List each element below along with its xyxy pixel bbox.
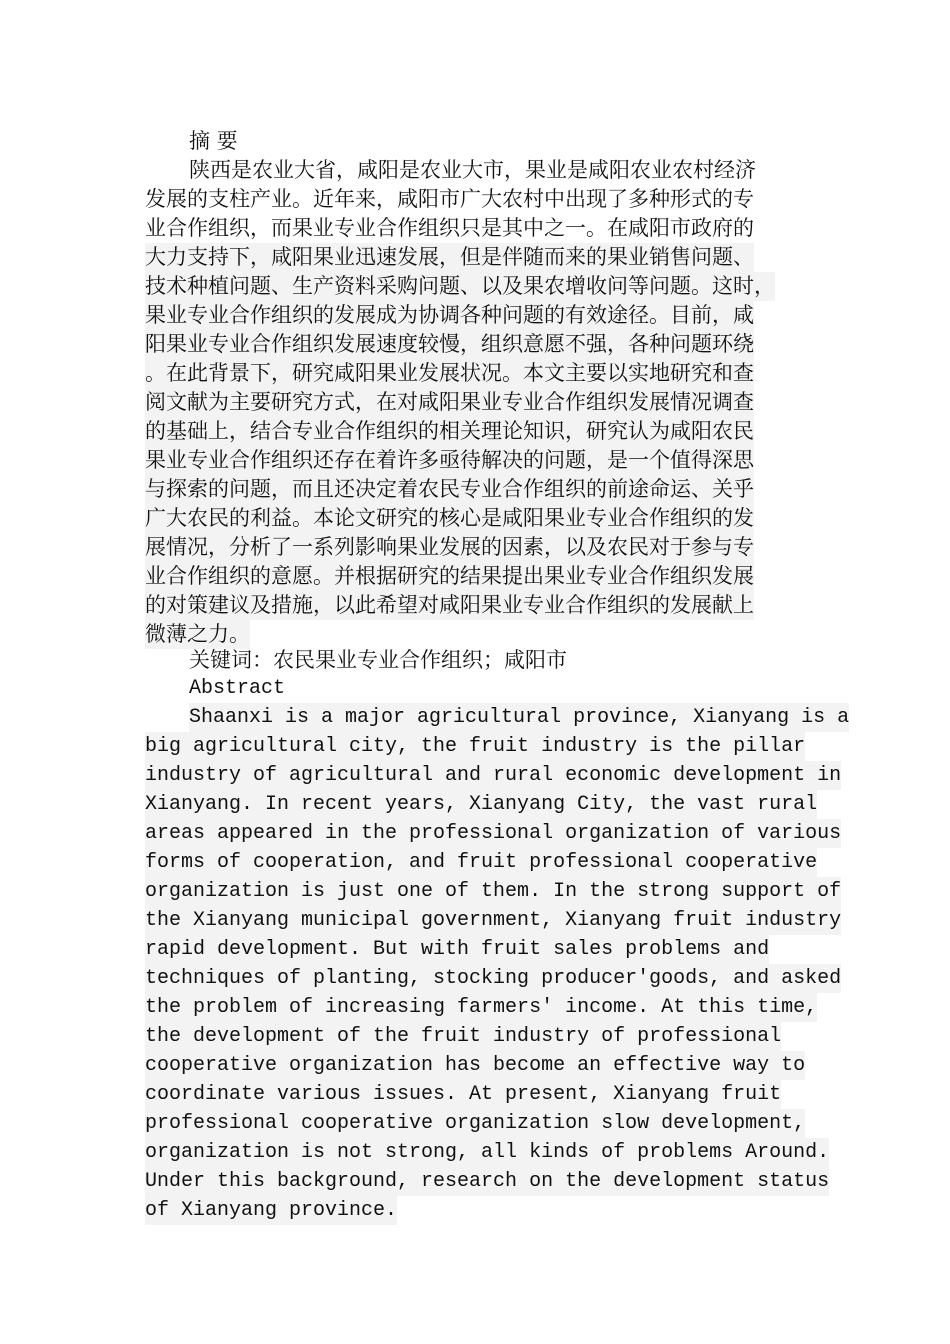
- abstract-en-line: professional cooperative organization slow development,: [145, 1109, 805, 1138]
- abstract-cn-line: 与探索的问题，而且还决定着农民专业合作组织的前途命运、关乎: [145, 475, 754, 504]
- abstract-cn-heading: 摘 要: [189, 129, 238, 153]
- abstract-en-line: industry of agricultural and rural economic development in: [145, 761, 841, 790]
- abstract-cn-line: 业合作组织的意愿。并根据研究的结果提出果业专业合作组织发展: [145, 562, 754, 591]
- abstract-en-line: the Xianyang municipal government, Xianyang fruit industry: [145, 906, 841, 935]
- abstract-cn-line: 阳果业专业合作组织发展速度较慢，组织意愿不强，各种问题环绕: [145, 330, 754, 359]
- abstract-en-line: coordinate various issues. At present, Xianyang fruit: [145, 1080, 781, 1109]
- abstract-en-line: cooperative organization has become an effective way to: [145, 1051, 805, 1080]
- abstract-cn-line: 广大农民的利益。本论文研究的核心是咸阳果业专业合作组织的发: [145, 504, 754, 533]
- abstract-cn-line: 业合作组织，而果业专业合作组织只是其中之一。在咸阳市政府的: [145, 216, 754, 240]
- abstract-en-line: big agricultural city, the fruit industry is the pillar: [145, 732, 805, 761]
- abstract-en-line: Shaanxi is a major agricultural province, Xianyang is a: [189, 703, 849, 732]
- abstract-cn-line: 阅文献为主要研究方式，在对咸阳果业专业合作组织发展情况调查: [145, 388, 754, 417]
- abstract-en-line: forms of cooperation, and fruit professional cooperative: [145, 848, 817, 877]
- abstract-en-line: the development of the fruit industry of professional: [145, 1022, 781, 1051]
- abstract-en-line: organization is not strong, all kinds of problems Around.: [145, 1138, 829, 1167]
- abstract-cn-line: 的基础上，结合专业合作组织的相关理论知识，研究认为咸阳农民: [145, 417, 754, 446]
- abstract-en-line: the problem of increasing farmers' income. At this time,: [145, 993, 817, 1022]
- abstract-cn-line: 果业专业合作组织的发展成为协调各种问题的有效途径。目前，咸: [145, 301, 754, 330]
- abstract-en-line: Under this background, research on the development status: [145, 1167, 829, 1196]
- abstract-cn-line: 。在此背景下，研究咸阳果业发展状况。本文主要以实地研究和查: [145, 359, 754, 388]
- abstract-en-line: of Xianyang province.: [145, 1196, 397, 1225]
- abstract-cn-line: 果业专业合作组织还存在着许多亟待解决的问题，是一个值得深思: [145, 446, 754, 475]
- abstract-cn-line: 发展的支柱产业。近年来，咸阳市广大农村中出现了多种形式的专: [145, 187, 754, 211]
- abstract-cn-line: 陕西是农业大省，咸阳是农业大市，果业是咸阳农业农村经济: [189, 158, 756, 182]
- abstract-en-line: Xianyang. In recent years, Xianyang City, the vast rural: [145, 790, 817, 819]
- abstract-cn-line: 展情况，分析了一系列影响果业发展的因素，以及农民对于参与专: [145, 533, 754, 562]
- abstract-cn-line: 大力支持下，咸阳果业迅速发展，但是伴随而来的果业销售问题、: [145, 243, 754, 272]
- abstract-en-line: rapid development. But with fruit sales problems and: [145, 935, 769, 964]
- abstract-cn-line: 技术种植问题、生产资料采购问题、以及果农增收问等问题。这时，: [145, 272, 775, 301]
- abstract-cn-line: 微薄之力。: [145, 620, 250, 649]
- abstract-en-line: techniques of planting, stocking producer'goods, and asked: [145, 964, 841, 993]
- keywords: 关键词：农民果业专业合作组织；咸阳市: [189, 648, 567, 672]
- abstract-en-line: areas appeared in the professional organization of various: [145, 819, 841, 848]
- abstract-cn-line: 的对策建议及措施，以此希望对咸阳果业专业合作组织的发展献上: [145, 591, 754, 620]
- abstract-en-heading: Abstract: [189, 677, 286, 700]
- abstract-en-line: organization is just one of them. In the strong support of: [145, 877, 841, 906]
